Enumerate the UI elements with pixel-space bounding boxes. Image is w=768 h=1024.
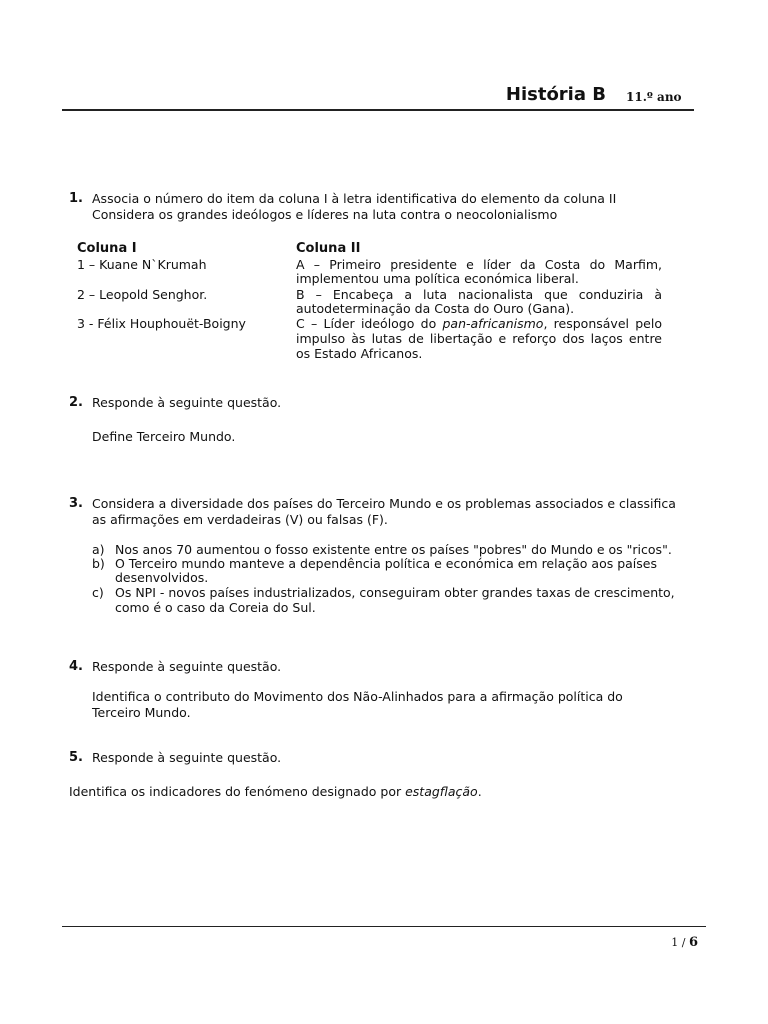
pan-africanismo-term: pan-africanismo — [442, 316, 544, 331]
q3-option-c-text-line1: Os NPI - novos países industrializados, conseguiram obter grandes taxas de crescimento, — [115, 585, 675, 600]
page-number — [671, 935, 698, 950]
column-2-item-b-line1: B – Encabeça a luta nacionalista que conduziria à — [296, 287, 662, 302]
q4-prompt: Responde à seguinte questão. — [92, 659, 282, 674]
q3-option-c-label: c) — [92, 585, 104, 600]
grade-label: 11.º ano — [626, 90, 682, 104]
page-total: 6 — [688, 935, 698, 950]
column-2-item-a-line2: implementou uma política económica liberal. — [296, 271, 579, 286]
q4-number: 4. — [69, 659, 83, 674]
q3-option-b-label: b) — [92, 556, 105, 571]
q3-option-c-text-line2: como é o caso da Coreia do Sul. — [115, 600, 316, 615]
q3-option-a-text: Nos anos 70 aumentou o fosso existente entre os países "pobres" do Mundo e os "ricos". — [115, 542, 672, 557]
q3-number: 3. — [69, 496, 83, 511]
q5-number: 5. — [69, 750, 83, 765]
q1-number: 1. — [69, 191, 83, 206]
q5-prompt: Responde à seguinte questão. — [92, 750, 282, 765]
q4-question-line1: Identifica o contributo do Movimento dos Não-Alinhados para a afirmação política do — [92, 689, 623, 704]
page-separator: / — [681, 936, 686, 949]
page-current: 1 — [671, 936, 679, 949]
q3-option-b-text-line2: desenvolvidos. — [115, 570, 209, 585]
column-1-item-1: 1 – Kuane N`Krumah — [77, 257, 207, 272]
q3-text-line2: as afirmações em verdadeiras (V) ou falsas (F). — [92, 512, 388, 527]
column-1-header: Coluna I — [77, 241, 137, 256]
q2-question: Define Terceiro Mundo. — [92, 429, 236, 444]
column-2-item-a-line1: A – Primeiro presidente e líder da Costa do Marfim, — [296, 257, 662, 272]
q4-question-line2: Terceiro Mundo. — [92, 705, 191, 720]
q5-question-prefix: Identifica os indicadores do fenómeno designado por — [69, 784, 406, 799]
column-2-header: Coluna II — [296, 241, 361, 256]
q5-question — [69, 784, 482, 800]
header-divider — [62, 109, 694, 111]
column-2-item-c-suffix: , responsável pelo — [543, 316, 662, 331]
subject-title: História B — [505, 84, 606, 105]
q1-text-line2: Considera os grandes ideólogos e líderes na luta contra o neocolonialismo — [92, 207, 558, 222]
column-2-item-c-line3: os Estado Africanos. — [296, 346, 423, 361]
column-2-item-b-line2: autodeterminação da Costa do Ouro (Gana). — [296, 301, 575, 316]
q3-option-b-text-line1: O Terceiro mundo manteve a dependência política e económica em relação aos países — [115, 556, 657, 571]
q2-prompt: Responde à seguinte questão. — [92, 395, 282, 410]
q5-question-suffix: . — [477, 784, 482, 799]
column-2-item-c-prefix: C – Líder ideólogo do — [296, 316, 443, 331]
estagflacao-term: estagflação — [405, 784, 478, 799]
column-1-item-2: 2 – Leopold Senghor. — [77, 287, 208, 302]
footer-divider — [62, 926, 706, 927]
q1-text-line1: Associa o número do item da coluna I à letra identificativa do elemento da coluna II — [92, 191, 617, 206]
q3-text-line1: Considera a diversidade dos países do Terceiro Mundo e os problemas associados e classifica — [92, 496, 676, 511]
column-2-item-c-line2: impulso às lutas de libertação e reforço dos laços entre — [296, 331, 662, 346]
column-2-item-c-line1 — [296, 316, 662, 332]
column-1-item-3: 3 - Félix Houphouët-Boigny — [77, 316, 246, 331]
q2-number: 2. — [69, 395, 83, 410]
q3-option-a-label: a) — [92, 542, 105, 557]
